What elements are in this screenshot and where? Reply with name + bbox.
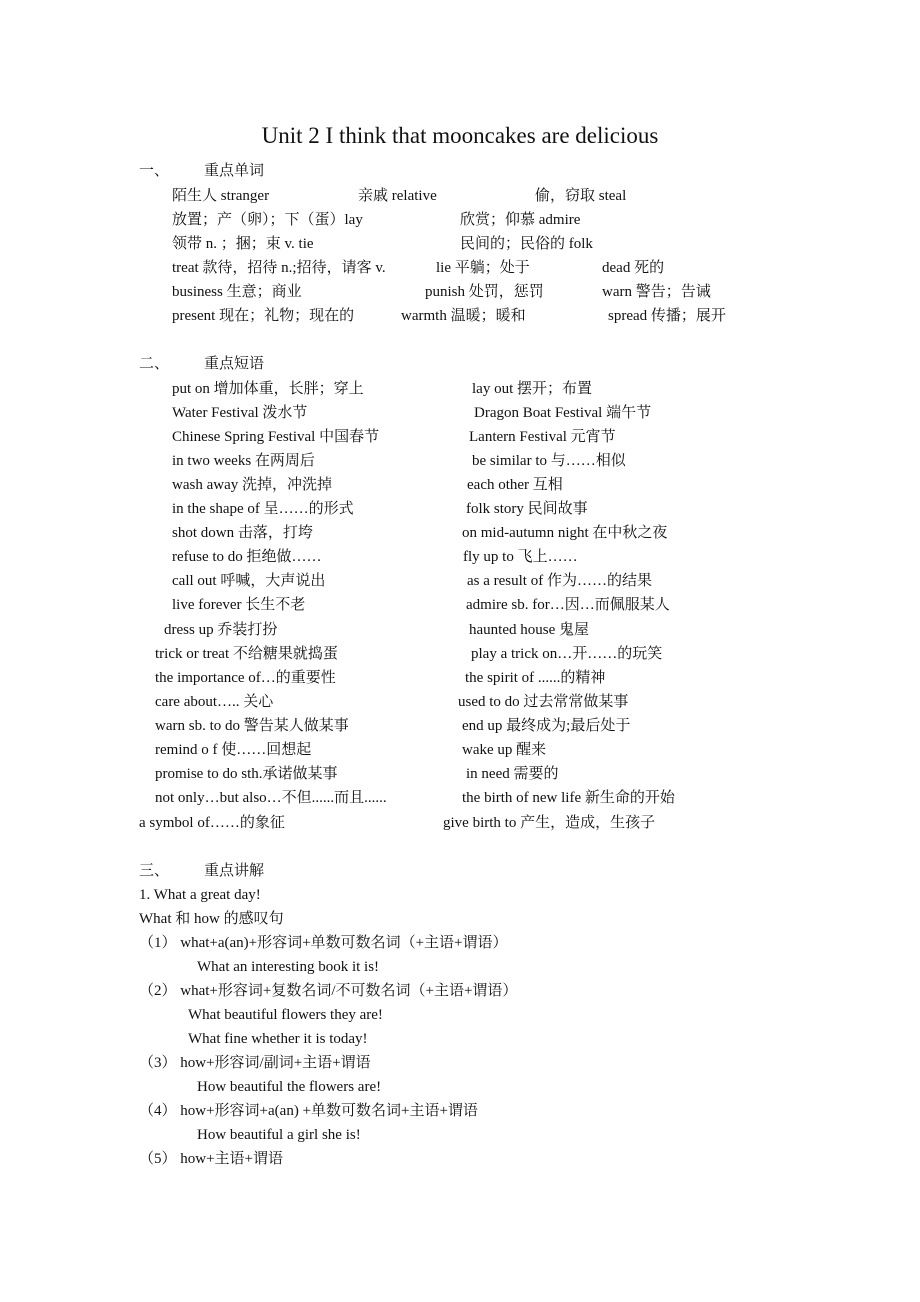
example-sentence: What fine whether it is today!: [188, 1031, 368, 1047]
word-entry: dead 死的: [602, 260, 665, 276]
phrase-entry: on mid-autumn night 在中秋之夜: [462, 525, 668, 541]
word-entry: warmth 温暖；暖和: [401, 308, 526, 324]
word-entry: 偷，窃取 steal: [535, 188, 627, 204]
section-heading: 重点单词: [204, 163, 265, 179]
phrase-entry: Dragon Boat Festival 端午节: [474, 405, 652, 421]
phrase-entry: each other 互相: [467, 477, 563, 493]
example-sentence: How beautiful a girl she is!: [197, 1127, 361, 1143]
phrase-entry: the importance of…的重要性: [155, 670, 336, 686]
phrase-entry: trick or treat 不给糖果就捣蛋: [155, 646, 338, 662]
section-number: 三、: [139, 863, 170, 879]
section-heading: 重点短语: [204, 356, 265, 372]
phrase-entry: not only…but also…不但......而且......: [155, 790, 387, 806]
phrase-entry: be similar to 与……相似: [472, 453, 626, 469]
phrase-entry: live forever 长生不老: [172, 597, 306, 613]
word-entry: 亲戚 relative: [358, 188, 437, 204]
phrase-entry: as a result of 作为……的结果: [467, 573, 652, 589]
phrase-entry: Water Festival 泼水节: [172, 405, 308, 421]
word-entry: lie 平躺；处于: [436, 260, 530, 276]
example-sentence: How beautiful the flowers are!: [197, 1079, 382, 1095]
phrase-entry: used to do 过去常常做某事: [458, 694, 629, 710]
example-sentence: What beautiful flowers they are!: [188, 1007, 383, 1023]
word-entry: present 现在；礼物；现在的: [172, 308, 355, 324]
word-entry: spread 传播；展开: [608, 308, 726, 324]
phrase-entry: promise to do sth.承诺做某事: [155, 766, 338, 782]
word-entry: 欣赏；仰慕 admire: [460, 212, 581, 228]
phrase-entry: put on 增加体重，长胖；穿上: [172, 381, 364, 397]
explanation-line: What 和 how 的感叹句: [139, 911, 284, 927]
example-sentence: What an interesting book it is!: [197, 959, 380, 975]
phrase-entry: fly up to 飞上……: [463, 549, 578, 565]
phrase-entry: shot down 击落，打垮: [172, 525, 313, 541]
section-number: 二、: [139, 356, 170, 372]
explanation-line: （5） how+主语+谓语: [139, 1151, 284, 1167]
phrase-entry: haunted house 鬼屋: [469, 622, 589, 638]
phrase-entry: admire sb. for…因…而佩服某人: [466, 597, 670, 613]
page-title: Unit 2 I think that mooncakes are delicious: [261, 123, 659, 148]
phrase-entry: care about….. 关心: [155, 694, 274, 710]
phrase-entry: lay out 摆开；布置: [472, 381, 592, 397]
phrase-entry: folk story 民间故事: [466, 501, 588, 517]
phrase-entry: in two weeks 在两周后: [172, 453, 315, 469]
explanation-line: （1） what+a(an)+形容词+单数可数名词（+主语+谓语）: [139, 935, 508, 951]
phrase-entry: dress up 乔装打扮: [164, 622, 278, 638]
section-heading: 重点讲解: [204, 863, 265, 879]
word-entry: treat 款待，招待 n.;招待，请客 v.: [172, 260, 386, 276]
phrase-entry: remind o f 使……回想起: [155, 742, 312, 758]
word-entry: warn 警告；告诫: [602, 284, 711, 300]
phrase-entry: call out 呼喊，大声说出: [172, 573, 326, 589]
phrase-entry: the birth of new life 新生命的开始: [462, 790, 675, 806]
phrase-entry: give birth to 产生，造成，生孩子: [443, 815, 656, 831]
phrase-entry: in need 需要的: [466, 766, 559, 782]
phrase-entry: wash away 洗掉，冲洗掉: [172, 477, 332, 493]
phrase-entry: a symbol of……的象征: [139, 815, 285, 831]
phrase-entry: wake up 醒来: [462, 742, 547, 758]
word-entry: 放置；产（卵）；下（蛋）lay: [172, 212, 363, 228]
word-entry: 民间的；民俗的 folk: [460, 236, 593, 252]
explanation-line: 1. What a great day!: [139, 887, 261, 903]
word-entry: 领带 n. ；捆；束 v. tie: [172, 236, 314, 252]
explanation-line: （2） what+形容词+复数名词/不可数名词（+主语+谓语）: [139, 983, 518, 999]
section-number: 一、: [139, 163, 170, 179]
phrase-entry: end up 最终成为;最后处于: [462, 718, 631, 734]
phrase-entry: in the shape of 呈……的形式: [172, 501, 354, 517]
phrase-entry: play a trick on…开……的玩笑: [471, 646, 663, 662]
phrase-entry: Chinese Spring Festival 中国春节: [172, 429, 380, 445]
explanation-line: （3） how+形容词/副词+主语+谓语: [139, 1055, 371, 1071]
phrase-entry: the spirit of ......的精神: [465, 670, 606, 686]
word-entry: business 生意；商业: [172, 284, 302, 300]
phrase-entry: warn sb. to do 警告某人做某事: [155, 718, 349, 734]
phrase-entry: refuse to do 拒绝做……: [172, 549, 322, 565]
word-entry: 陌生人 stranger: [172, 188, 270, 204]
phrase-entry: Lantern Festival 元宵节: [469, 429, 616, 445]
word-entry: punish 处罚，惩罚: [425, 284, 544, 300]
explanation-line: （4） how+形容词+a(an) +单数可数名词+主语+谓语: [139, 1103, 478, 1119]
